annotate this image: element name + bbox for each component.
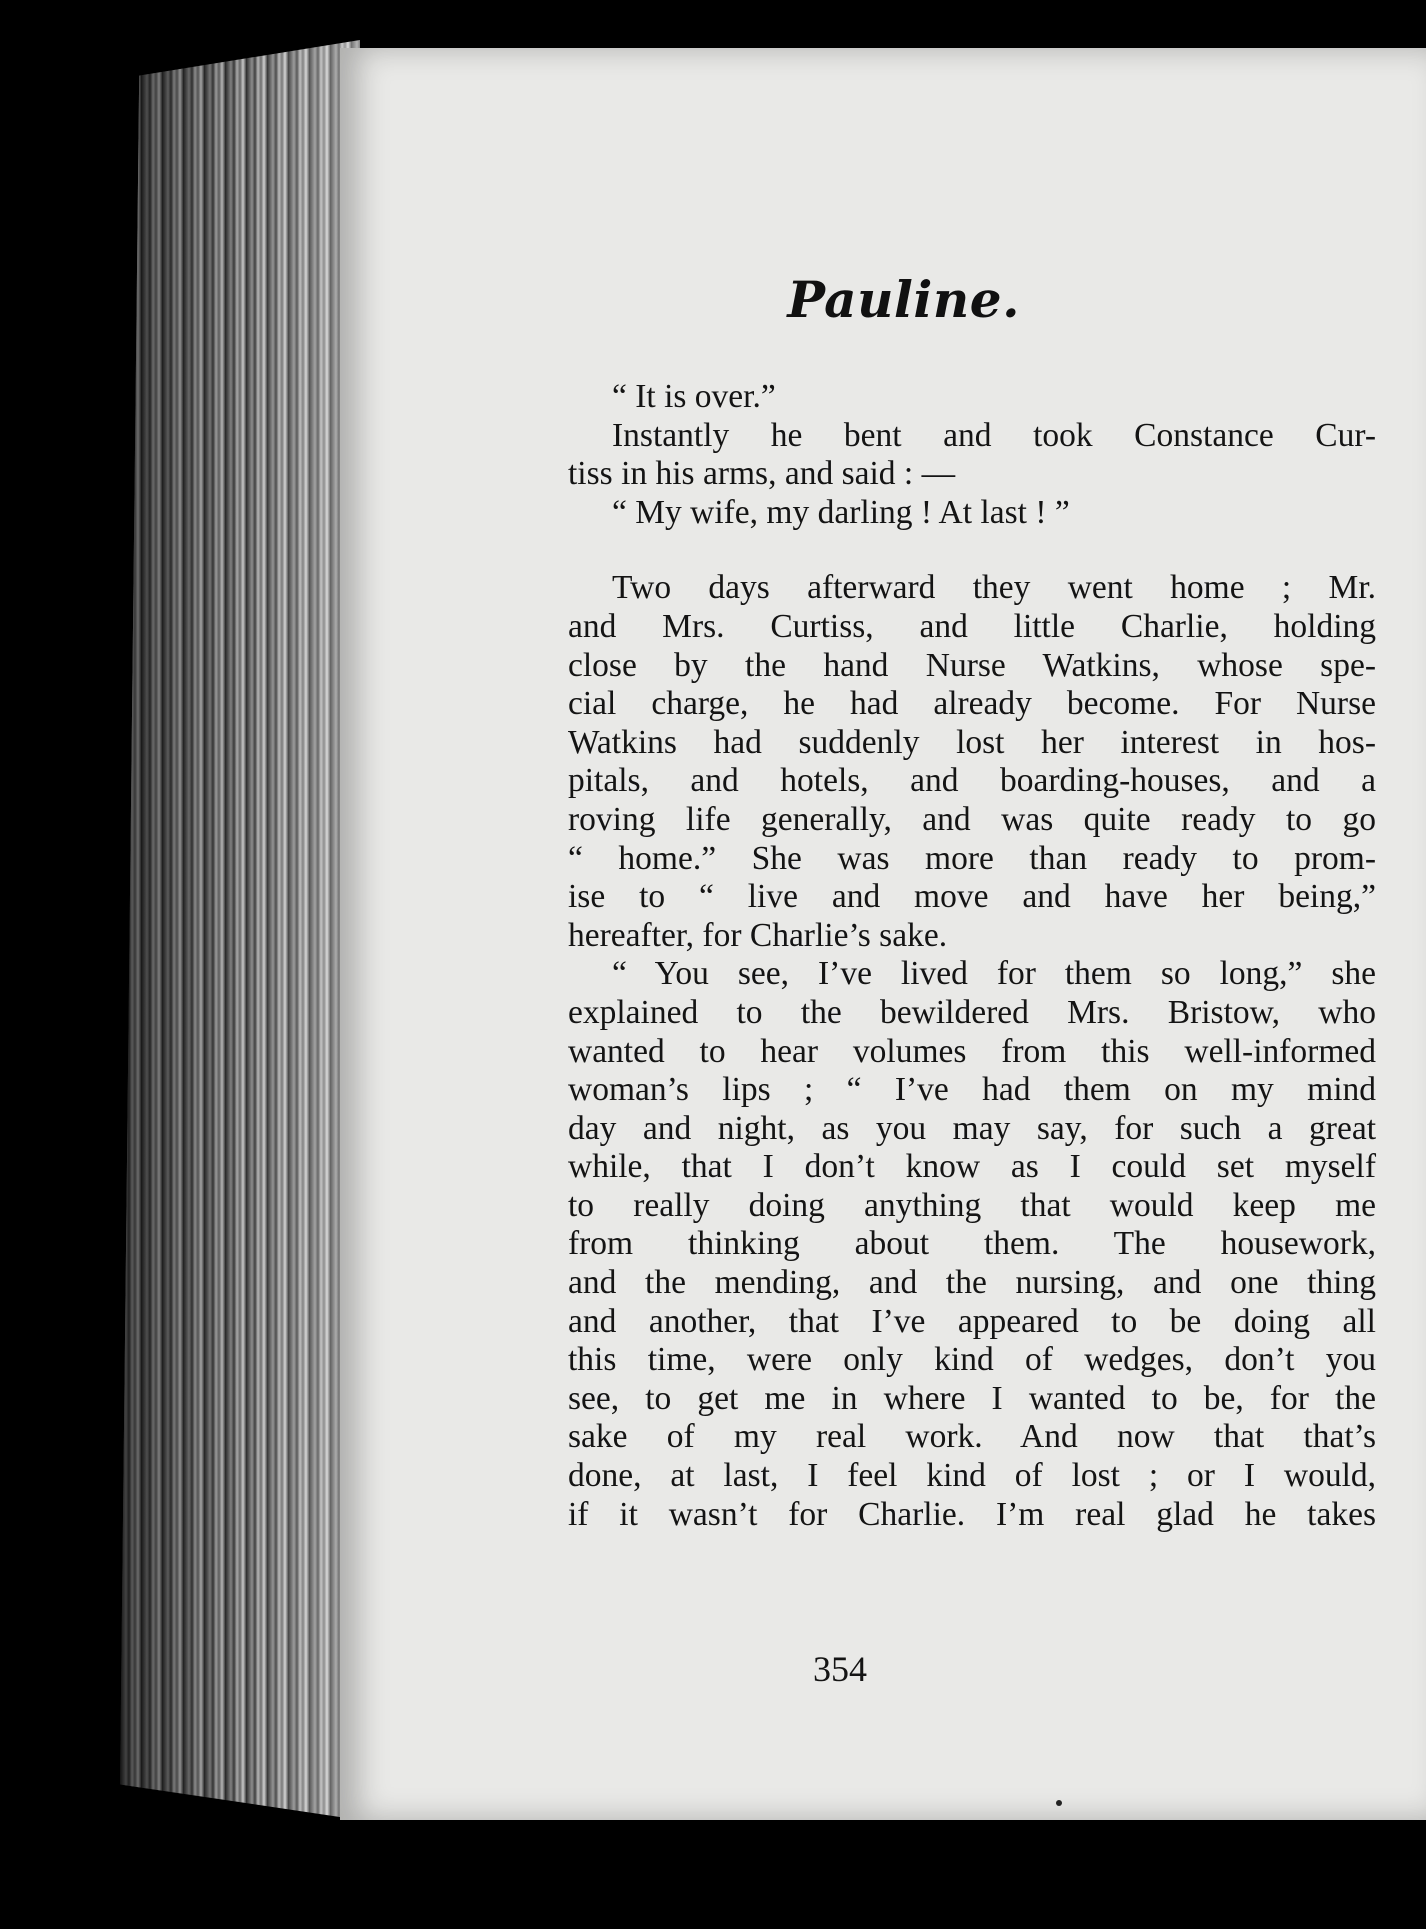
text-line: roving life generally, and was quite ready to go	[568, 800, 1376, 838]
text-line: and another, that I’ve appeared to be doing all	[568, 1302, 1376, 1340]
body-text	[568, 378, 1376, 1534]
text-line: Two days afterward they went home ; Mr.	[612, 569, 1376, 607]
page-sheet	[340, 48, 1426, 1820]
text-line: explained to the bewildered Mrs. Bristow, who	[568, 993, 1376, 1031]
text-line: see, to get me in where I wanted to be, for the	[568, 1379, 1376, 1417]
paragraph-gap	[568, 532, 1376, 569]
book-page-edges	[120, 40, 360, 1820]
text-line: woman’s lips ; “ I’ve had them on my mind	[568, 1071, 1376, 1109]
text-line: while, that I don’t know as I could set myself	[568, 1148, 1376, 1186]
text-line: “ My wife, my darling ! At last ! ”	[612, 493, 1070, 531]
text-line: hereafter, for Charlie’s sake.	[568, 916, 948, 954]
text-line: from thinking about them. The housework,	[568, 1225, 1376, 1263]
text-line: day and night, as you may say, for such a great	[568, 1109, 1376, 1147]
text-line: “ home.” She was more than ready to prom-	[568, 839, 1376, 877]
text-line: ise to “ live and move and have her being,”	[568, 878, 1376, 916]
text-line: Instantly he bent and took Constance Cur-	[612, 416, 1376, 454]
running-header: Pauline.	[787, 270, 1020, 329]
text-line: this time, were only kind of wedges, don’t you	[568, 1341, 1376, 1379]
text-line: cial charge, he had already become. For Nurse	[568, 685, 1376, 723]
text-line: to really doing anything that would keep me	[568, 1186, 1376, 1224]
text-line: “ It is over.”	[612, 378, 776, 415]
page-number: 354	[813, 1649, 867, 1689]
text-line: sake of my real work. And now that that’s	[568, 1418, 1376, 1456]
text-line: done, at last, I feel kind of lost ; or I would,	[568, 1457, 1376, 1495]
scan-speck	[1056, 1800, 1062, 1806]
text-line: close by the hand Nurse Watkins, whose spe-	[568, 646, 1376, 684]
text-line: and Mrs. Curtiss, and little Charlie, holding	[568, 607, 1376, 645]
text-line: if it wasn’t for Charlie. I’m real glad he takes	[568, 1495, 1376, 1533]
text-line: wanted to hear volumes from this well-informed	[568, 1032, 1376, 1070]
text-line: pitals, and hotels, and boarding-houses, and a	[568, 762, 1376, 800]
text-line: Watkins had suddenly lost her interest in hos-	[568, 723, 1376, 761]
text-line: tiss in his arms, and said : —	[568, 455, 956, 493]
text-line: “ You see, I’ve lived for them so long,” she	[612, 955, 1376, 993]
text-line: and the mending, and the nursing, and one thing	[568, 1264, 1376, 1302]
